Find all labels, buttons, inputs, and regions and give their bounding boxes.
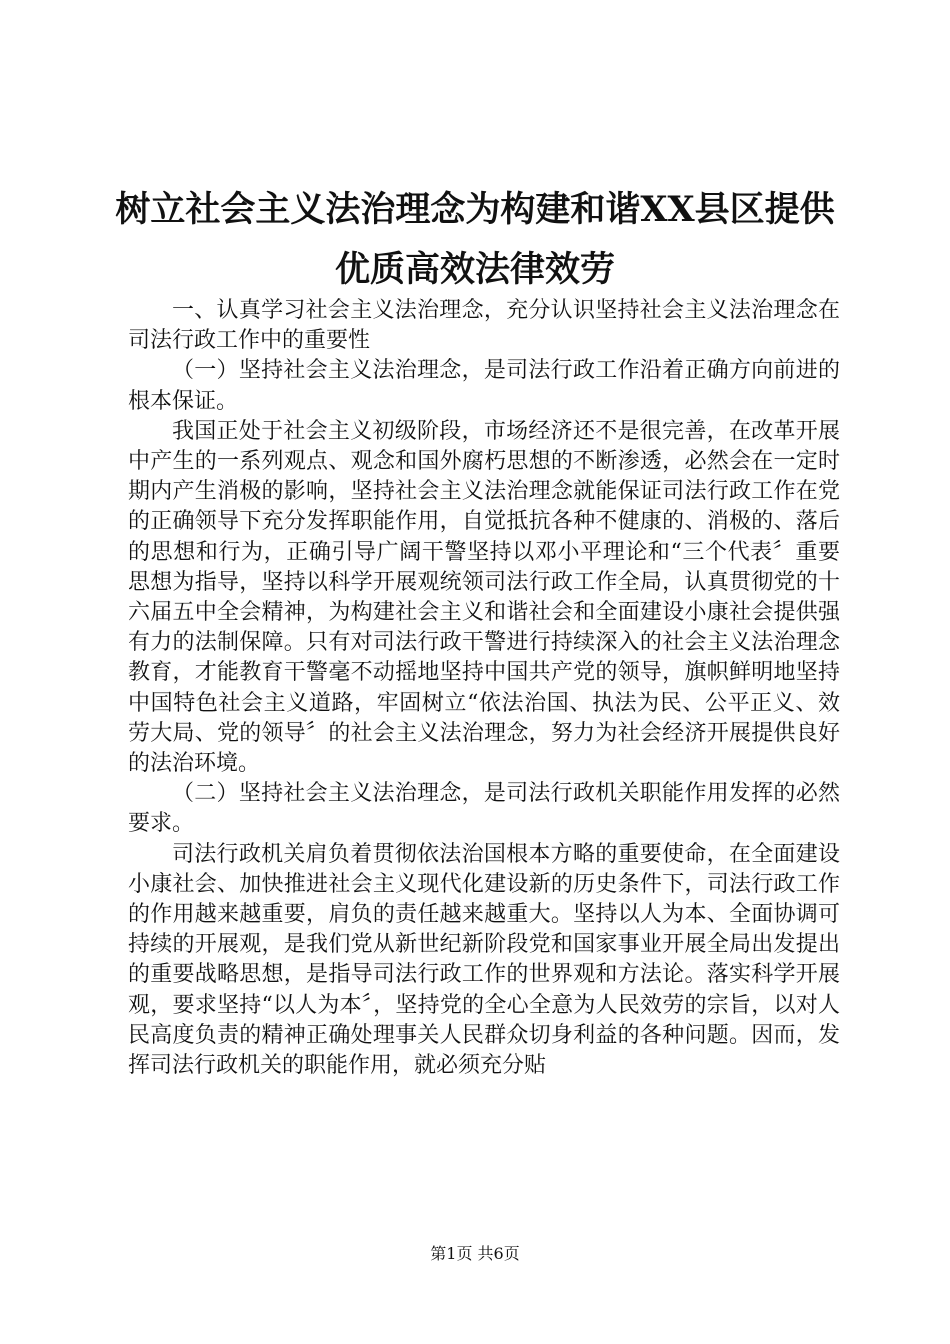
page-number-footer: 第1页 共6页 (430, 1244, 520, 1263)
document-body (128, 296, 840, 1081)
paragraph-body-2: 司法行政机关肩负着贯彻依法治国根本方略的重要使命，在全面建设小康社会、加快推进社会主义现代化建设新的历史条件下，司法行政工作的作用越来越重要，肩负的责任越来越重大。坚持以人为本、全面协调可持续的开展观，是我们党从新世纪新阶段党和国家事业开展全局出发提出的重要战略思想，是指导司法行政工作的世界观和方法论。落实科学开展观，要求坚持“以人为本〞，坚持党的全心全意为人民效劳的宗旨，以对人民高度负责的精神正确处理事关人民群众切身利益的各种问题。因而，发挥司法行政机关的职能作用，就必须充分贴 (128, 841, 840, 1079)
paragraph-subheading-2: （二）坚持社会主义法治理念，是司法行政机关职能作用发挥的必然要求。 (128, 781, 840, 837)
document-title: 树立社会主义法治理念为构建和谐XX县区提供优质高效法律效劳 (115, 189, 835, 290)
paragraph-subheading-1: （一）坚持社会主义法治理念，是司法行政工作沿着正确方向前进的根本保证。 (128, 358, 840, 414)
paragraph-body-1: 我国正处于社会主义初级阶段，市场经济还不是很完善，在改革开展中产生的一系列观点、观念和国外腐朽思想的不断渗透，必然会在一定时期内产生消极的影响，坚持社会主义法治理念就能保证司法行政工作在党的正确领导下充分发挥职能作用，自觉抵抗各种不健康的、消极的、落后的思想和行为，正确引导广阔干警坚持以邓小平理论和“三个代表〞重要思想为指导，坚持以科学开展观统领司法行政工作全局，认真贯彻党的十六届五中全会精神，为构建社会主义和谐社会和全面建设小康社会提供强有力的法制保障。只有对司法行政干警进行持续深入的社会主义法治理念教育，才能教育干警毫不动摇地坚持中国共产党的领导，旗帜鲜明地坚持中国特色社会主义道路，牢固树立“依法治国、执法为民、公平正义、效劳大局、党的领导〞的社会主义法治理念，努力为社会经济开展提供良好的法治环境。 (128, 418, 840, 777)
paragraph-section-heading: 一、认真学习社会主义法治理念，充分认识坚持社会主义法治理念在司法行政工作中的重要性 (128, 298, 840, 354)
